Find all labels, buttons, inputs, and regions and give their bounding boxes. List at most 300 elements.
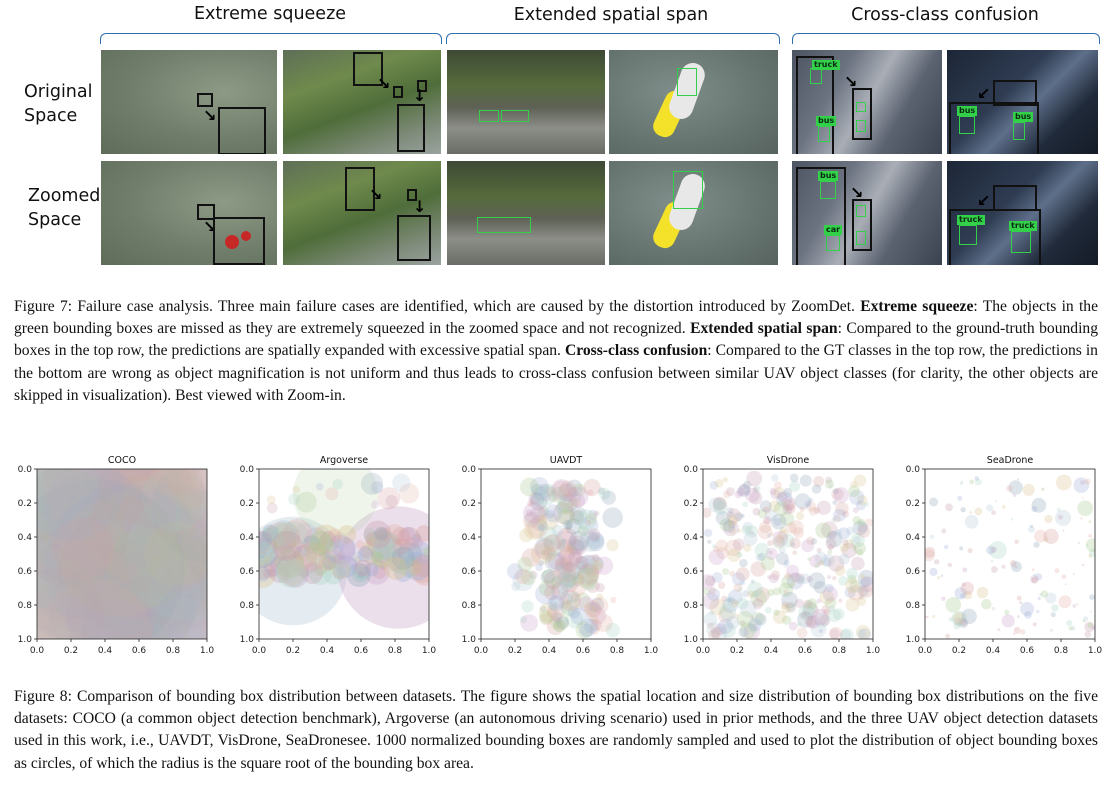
bbox-circle [793,527,804,538]
bbox-circle [543,534,561,552]
bbox-circle [796,512,804,520]
bbox-circle [309,531,333,555]
bbox-circle [602,507,623,528]
bbox-circle [1031,506,1037,512]
bbox-circle [553,620,566,633]
bbox-circle [575,556,589,570]
bbox-circle [1020,602,1034,616]
bbox-circle [926,616,929,619]
bbox-circle [1088,534,1092,538]
bbox-circle [1085,479,1091,485]
x-tick-label: 0.4 [319,646,335,656]
bbox-circle [1077,500,1093,516]
bbox-circle [825,584,833,592]
bbox-circle [355,560,372,577]
bbox-circle [771,474,778,481]
bbox-circle [773,587,781,595]
bbox-circle [965,515,979,529]
row-label-original-line1: Original [24,82,93,102]
bbox-circle [962,568,967,573]
bbox-circle [945,634,950,639]
x-tick-label: 1.0 [865,646,881,656]
bbox-circle [991,566,998,573]
bbox-circle [769,551,773,555]
bbox-circle [970,511,973,514]
caption7-term-extreme-squeeze: Extreme squeeze [860,298,974,315]
bbox-circle [527,500,534,507]
bbox-circle [267,495,276,504]
bbox-circle [853,536,861,544]
bbox-circle [974,476,979,481]
x-tick-label: 0.4 [763,646,779,656]
x-tick-label: 0.8 [387,646,403,656]
bbox-circle [805,501,812,508]
bbox-circle [358,547,373,562]
bbox-circle [1039,593,1042,596]
bbox-circle [808,572,825,589]
bbox-circle [767,540,773,546]
bbox-circle [969,480,974,485]
y-tick-label: 1.0 [905,635,920,645]
bbox-circle [736,488,745,497]
bbox-circle [288,493,300,505]
y-tick-label: 0.6 [683,567,698,577]
bbox-circle [538,524,545,531]
bbox-circle [957,496,962,501]
scatter-plot-seadrone [895,465,1105,663]
scatter-plot-coco [7,465,217,663]
bbox-circle [711,627,722,638]
bbox-circle [774,481,782,489]
bbox-circle [784,590,788,594]
figure-8-caption: Figure 8: Comparison of bounding box distribution between datasets. The figure shows the spatial location and size distribution of bounding box distributions on the five datasets: COCO (a common object detection benchmark), Argoverse (an autonomous driving scenario) used in prior methods, and the three UAV object detection datasets used in this work, i.e., UAVDT, VisDrone, SeaDronesee. 1000 normalized bounding boxes are randomly sampled and used to plot the distribution of object bounding boxes as circles, of which the radius is the square root of the bounding box area. [14,688,1098,772]
group-brace-1 [100,33,442,44]
panel-title-argoverse: Argoverse [319,455,369,466]
bbox-circle [576,509,597,530]
bbox-circle [827,550,832,555]
y-tick-label: 0.0 [17,465,32,475]
bbox-circle [1019,601,1022,604]
bbox-circle [930,535,934,539]
bbox-circle [986,504,993,511]
bbox-circle [991,560,993,562]
bbox-circle [829,627,842,640]
bbox-circle [1044,515,1052,523]
y-tick-label: 0.2 [905,499,920,509]
bbox-circle [1004,610,1009,615]
y-tick-label: 1.0 [461,635,476,645]
photo-zoomed-squeeze-park: ↘ ↓ [283,161,441,265]
bbox-circle [797,627,808,638]
bbox-circle [723,491,731,499]
bbox-circle [1082,497,1084,499]
bbox-circle [569,531,589,551]
bbox-circle [819,560,825,566]
bbox-circle [731,600,739,608]
bbox-circle [1059,595,1072,608]
bbox-circle [1056,475,1072,491]
bbox-circle [705,576,716,587]
photo-original-span-boat [609,50,778,154]
bbox-circle [557,571,573,587]
bbox-circle [783,505,793,515]
bbox-circle [753,598,764,609]
bbox-circle [748,618,761,631]
bbox-circle [937,576,940,579]
bbox-circle [1028,526,1035,533]
bbox-circle [1063,530,1065,532]
bbox-circle [857,629,866,638]
x-tick-label: 0.8 [165,646,181,656]
bbox-circle [968,548,973,553]
x-tick-label: 0.8 [831,646,847,656]
bbox-circle [537,515,546,524]
caption7-text-2: : Compared to the ground-truth bounding boxes in the top row, the predictions are spatially expanded with excessive spatial span. [14,320,1099,360]
group-brace-3 [792,33,1100,44]
y-tick-label: 0.2 [683,499,698,509]
bbox-circle [577,567,598,588]
bbox-circle [1082,564,1084,566]
bbox-circle [797,623,801,627]
x-tick-label: 0.8 [1053,646,1069,656]
bbox-circle [1058,515,1063,520]
bbox-circle [992,607,996,611]
bbox-circle [385,495,397,507]
x-tick-label: 0.6 [575,646,591,656]
bbox-circle [253,542,276,565]
y-tick-label: 0.4 [683,533,698,543]
bbox-circle [932,615,935,618]
photo-original-squeeze-water: ↘ [101,50,277,154]
bbox-circle [801,539,814,552]
bbox-circle [548,595,564,611]
bbox-circle [539,610,553,624]
bbox-circle [372,551,384,563]
bbox-circle [1065,583,1067,585]
label-bus-1: bus [818,116,835,125]
scatter-plot-visdrone [673,465,883,663]
label-car-1: car [826,225,841,234]
y-tick-label: 0.8 [17,601,32,611]
bbox-circle [1017,478,1019,480]
bbox-circle [941,575,943,577]
bbox-circle [1020,629,1025,634]
bbox-circle [827,575,831,579]
bbox-circle [568,592,580,604]
bbox-circle [560,481,576,497]
bbox-circle [848,485,860,497]
bbox-circle [1033,542,1039,548]
y-tick-label: 0.0 [239,465,254,475]
group-brace-2 [446,33,780,44]
bbox-circle [961,620,967,626]
bbox-circle [745,488,760,503]
bbox-circle [716,511,730,525]
y-tick-label: 0.4 [17,533,32,543]
bbox-circle [1002,565,1006,569]
photo-original-span-road [447,50,605,154]
bbox-circle [1051,612,1056,617]
bbox-circle [1041,488,1044,491]
bbox-circle [52,518,115,581]
bbox-circle [292,486,300,494]
bbox-circle [267,503,278,514]
bbox-circle [535,564,543,572]
bbox-circle [756,554,763,561]
bbox-circle [815,522,831,538]
bbox-circle [790,538,801,549]
bbox-circle [747,591,754,598]
bbox-circle [839,554,850,565]
bbox-circle [1023,484,1035,496]
bbox-circle [1033,574,1036,577]
row-label-zoomed-line1: Zoomed [28,186,101,206]
bbox-circle [981,599,992,610]
x-tick-label: 0.0 [917,646,933,656]
photo-original-confusion-highway: truck bus ↘ [792,50,942,154]
bbox-circle [991,510,996,515]
y-tick-label: 0.8 [461,601,476,611]
bbox-circle [1002,614,1015,627]
x-tick-label: 0.6 [353,646,369,656]
bbox-circle [535,485,556,506]
bbox-circle [384,557,407,580]
bbox-circle [727,599,731,603]
bbox-circle [945,503,953,511]
bbox-circle [733,538,745,550]
x-tick-label: 0.0 [251,646,267,656]
bbox-circle [1080,480,1085,485]
bbox-circle [1013,633,1015,635]
bbox-circle [1002,505,1006,509]
bbox-circle [1014,627,1021,634]
x-tick-label: 0.6 [1019,646,1035,656]
bbox-circle [737,552,743,558]
bbox-circle [521,600,533,612]
scatter-plot-argoverse [229,465,439,663]
caption7-term-cross-class-confusion: Cross-class confusion [564,342,708,360]
bbox-circle [845,579,859,593]
bbox-circle [1089,594,1095,600]
bbox-circle [995,500,997,502]
y-tick-label: 0.0 [683,465,698,475]
bbox-circle [1069,626,1073,630]
y-tick-label: 0.2 [461,499,476,509]
bbox-circle [1088,554,1092,558]
bbox-circle [946,597,962,613]
bbox-circle [1078,542,1080,544]
bbox-circle [778,492,788,502]
bbox-circle [761,556,775,570]
bbox-circle [948,563,952,567]
bbox-circle [805,616,817,628]
group-title-extreme-squeeze: Extreme squeeze [193,4,347,24]
bbox-circle [1086,544,1088,546]
bbox-circle [1085,631,1092,638]
bbox-circle [413,555,436,578]
bbox-circle [763,518,770,525]
bbox-circle [929,498,938,507]
bbox-circle [1080,517,1082,519]
bbox-circle [860,574,865,579]
y-tick-label: 0.6 [461,567,476,577]
x-tick-label: 0.2 [63,646,79,656]
row-label-original [24,80,92,128]
bbox-circle [361,473,383,495]
bbox-circle [832,576,836,580]
x-tick-label: 0.2 [951,646,967,656]
bbox-circle [707,540,711,544]
x-tick-label: 0.2 [285,646,301,656]
label-truck-2: truck [959,215,983,224]
label-bus-4: bus [820,171,837,180]
bbox-circle [1055,510,1071,526]
bbox-circle [800,475,812,487]
scatter-plot-uavdt [451,465,661,663]
bbox-circle [784,560,790,566]
photo-zoomed-span-road [447,161,605,265]
bbox-circle [272,531,302,561]
bbox-circle [718,582,725,589]
bbox-circle [812,484,821,493]
bbox-circle [1083,620,1086,623]
bbox-circle [828,609,841,622]
bbox-circle [784,572,791,579]
bbox-circle [412,537,423,548]
label-truck-1: truck [814,60,838,69]
x-tick-label: 0.6 [797,646,813,656]
photo-zoomed-span-boat [609,161,778,265]
bbox-circle [807,557,811,561]
bbox-circle [1073,573,1075,575]
bbox-circle [592,560,602,570]
caption7-lead: Figure 7: Failure case analysis. Three main failure cases are identified, which are caused by the distortion introduced by ZoomDet. [14,298,855,315]
bbox-circle [846,568,858,580]
bbox-circle [773,609,780,616]
bbox-circle [1031,577,1037,583]
y-tick-label: 0.4 [239,533,254,543]
x-tick-label: 0.8 [609,646,625,656]
row-label-original-line2: Space [24,106,78,126]
bbox-circle [781,604,791,614]
bbox-circle [276,557,306,587]
bbox-circle [715,479,724,488]
bbox-circle [374,527,388,541]
bbox-circle [557,552,564,559]
bbox-circle [763,507,770,514]
bbox-circle [790,583,795,588]
x-tick-label: 0.4 [985,646,1001,656]
x-tick-label: 1.0 [643,646,659,656]
bbox-circle [1038,597,1041,600]
bbox-circle [1054,568,1059,573]
panel-title-visdrone: VisDrone [766,455,810,466]
x-tick-label: 1.0 [421,646,437,656]
bbox-circle [1011,518,1014,521]
panel-title-uavdt: UAVDT [549,455,583,466]
photo-zoomed-confusion-night: ↙ truck truck [947,161,1098,265]
bbox-circle [588,528,601,541]
bbox-circle [511,582,520,591]
bbox-circle [392,474,410,492]
bbox-circle [742,502,748,508]
bbox-circle [838,599,842,603]
bbox-circle [520,614,538,632]
bbox-circle [316,483,324,491]
caption7-term-extended-spatial-span: Extended spatial span [690,320,838,338]
x-tick-label: 1.0 [1087,646,1103,656]
caption7-text-3: : Compared to the GT classes in the top row, the predictions in the bottom are wrong as object magnification is not uniform and thus leads to cross-class confusion between similar UAV object classes (for clarity, the other objects are skipped in visualization). Best viewed with Zoom-in. [14,342,1098,404]
bbox-circle [959,546,963,550]
bbox-circle [1017,615,1020,618]
y-tick-label: 1.0 [683,635,698,645]
bbox-circle [833,509,846,522]
bbox-circle [853,507,859,513]
bbox-circle [738,627,748,637]
bbox-circle [775,534,784,543]
x-tick-label: 1.0 [199,646,215,656]
bbox-circle [825,480,834,489]
bbox-circle [977,587,989,599]
bbox-circle [704,529,712,537]
bbox-circle [765,607,772,614]
bbox-circle [1014,540,1019,545]
y-tick-label: 0.0 [461,465,476,475]
bbox-circle [1051,604,1058,611]
y-tick-label: 1.0 [17,635,32,645]
x-tick-label: 0.4 [541,646,557,656]
bbox-circle [736,567,750,581]
bbox-circle [961,582,974,595]
bbox-circle [1006,485,1013,492]
photo-original-confusion-night: ↙ bus bus [947,50,1098,154]
y-tick-label: 0.6 [905,567,920,577]
bbox-circle [1062,574,1067,579]
bbox-circle [934,559,939,564]
y-tick-label: 0.8 [683,601,698,611]
figure-7-caption [14,296,1098,407]
bbox-circle [594,511,599,516]
bbox-circle [835,529,842,536]
bbox-circle [792,550,797,555]
bbox-circle [1011,561,1022,572]
bbox-circle [832,500,837,505]
bbox-circle [602,491,616,505]
y-tick-label: 1.0 [239,635,254,645]
bbox-circle [828,544,834,550]
y-tick-label: 0.2 [239,499,254,509]
bbox-circle [519,528,533,542]
bbox-circle [858,525,871,538]
bbox-circle [1032,568,1035,571]
bbox-circle [713,546,719,552]
bbox-circle [941,529,946,534]
bbox-circle [799,507,804,512]
bbox-circle [1044,529,1059,544]
bbox-circle [789,481,800,492]
bbox-circle [325,487,338,500]
bbox-circle [1089,520,1092,523]
label-bus-2: bus [959,106,976,115]
bbox-circle [734,583,743,592]
bbox-circle [334,560,352,578]
bbox-circle [753,508,761,516]
panel-title-seadrone: SeaDrone [986,455,1034,466]
bbox-circle [1073,604,1077,608]
bbox-circle [739,559,747,567]
bbox-circle [975,508,983,516]
bbox-circle [371,500,379,508]
